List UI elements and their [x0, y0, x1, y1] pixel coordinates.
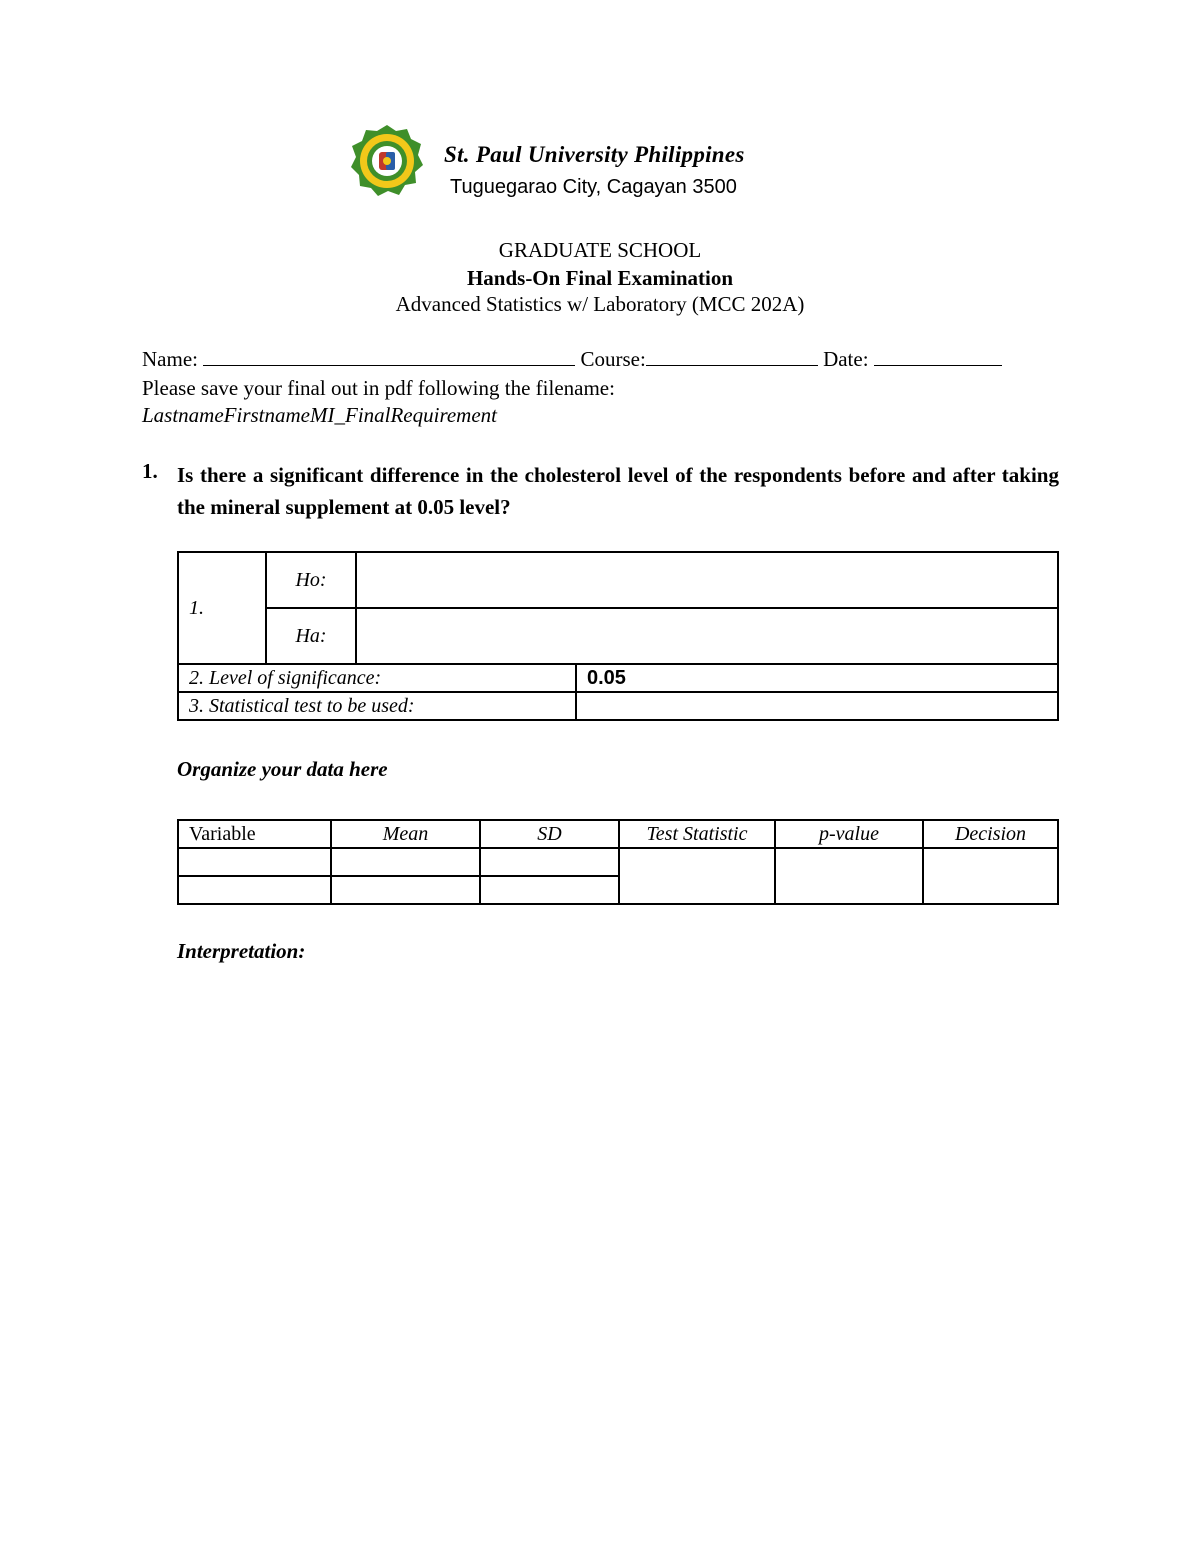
filename-format: LastnameFirstnameMI_FinalRequirement: [142, 403, 498, 427]
hypothesis-table: [177, 551, 1059, 721]
ha-answer-cell[interactable]: [356, 608, 1058, 664]
date-blank[interactable]: [874, 349, 1002, 366]
date-label: Date:: [823, 347, 869, 371]
variable-cell[interactable]: [178, 848, 331, 876]
course-label: Course:: [580, 347, 646, 371]
name-label: Name:: [142, 347, 198, 371]
statistical-test-answer-cell[interactable]: [576, 692, 1058, 720]
significance-value: 0.05: [576, 664, 1058, 692]
question-number: 1.: [142, 459, 158, 483]
exam-title: Hands-On Final Examination: [466, 266, 734, 290]
data-table: [177, 819, 1059, 905]
header-test-statistic: Test Statistic: [619, 820, 775, 848]
course-blank[interactable]: [646, 349, 818, 366]
ha-label: Ha:: [266, 608, 356, 664]
header-decision: Decision: [923, 820, 1058, 848]
organize-data-heading: Organize your data here: [177, 757, 388, 781]
name-blank[interactable]: [203, 349, 575, 366]
hypothesis-row-label: 1.: [178, 552, 266, 664]
header-variable: Variable: [178, 820, 331, 848]
school-name: GRADUATE SCHOOL: [498, 238, 702, 262]
ho-label: Ho:: [266, 552, 356, 608]
p-value-cell[interactable]: [775, 848, 923, 904]
question-text: Is there a significant difference in the cholesterol level of the respondents before and after taking the mineral supplement at 0.05 level?: [177, 463, 1059, 519]
variable-cell[interactable]: [178, 876, 331, 904]
decision-cell[interactable]: [923, 848, 1058, 904]
header-mean: Mean: [331, 820, 480, 848]
table-row: [178, 848, 1058, 876]
statistical-test-label: 3. Statistical test to be used:: [178, 692, 576, 720]
test-statistic-cell[interactable]: [619, 848, 775, 904]
sd-cell[interactable]: [480, 848, 619, 876]
mean-cell[interactable]: [331, 848, 480, 876]
university-city: Tuguegarao City, Cagayan 3500: [450, 176, 737, 198]
mean-cell[interactable]: [331, 876, 480, 904]
header-p-value: p-value: [775, 820, 923, 848]
significance-label: 2. Level of significance:: [178, 664, 576, 692]
sd-cell[interactable]: [480, 876, 619, 904]
ho-answer-cell[interactable]: [356, 552, 1058, 608]
header-sd: SD: [480, 820, 619, 848]
interpretation-heading: Interpretation:: [177, 939, 306, 963]
subject-title: Advanced Statistics w/ Laboratory (MCC 202A): [395, 292, 805, 316]
university-name: St. Paul University Philippines: [444, 142, 745, 167]
save-instruction: Please save your final out in pdf following the filename:: [142, 376, 615, 400]
student-info-line: [142, 347, 1002, 372]
university-seal-logo: [350, 124, 424, 198]
